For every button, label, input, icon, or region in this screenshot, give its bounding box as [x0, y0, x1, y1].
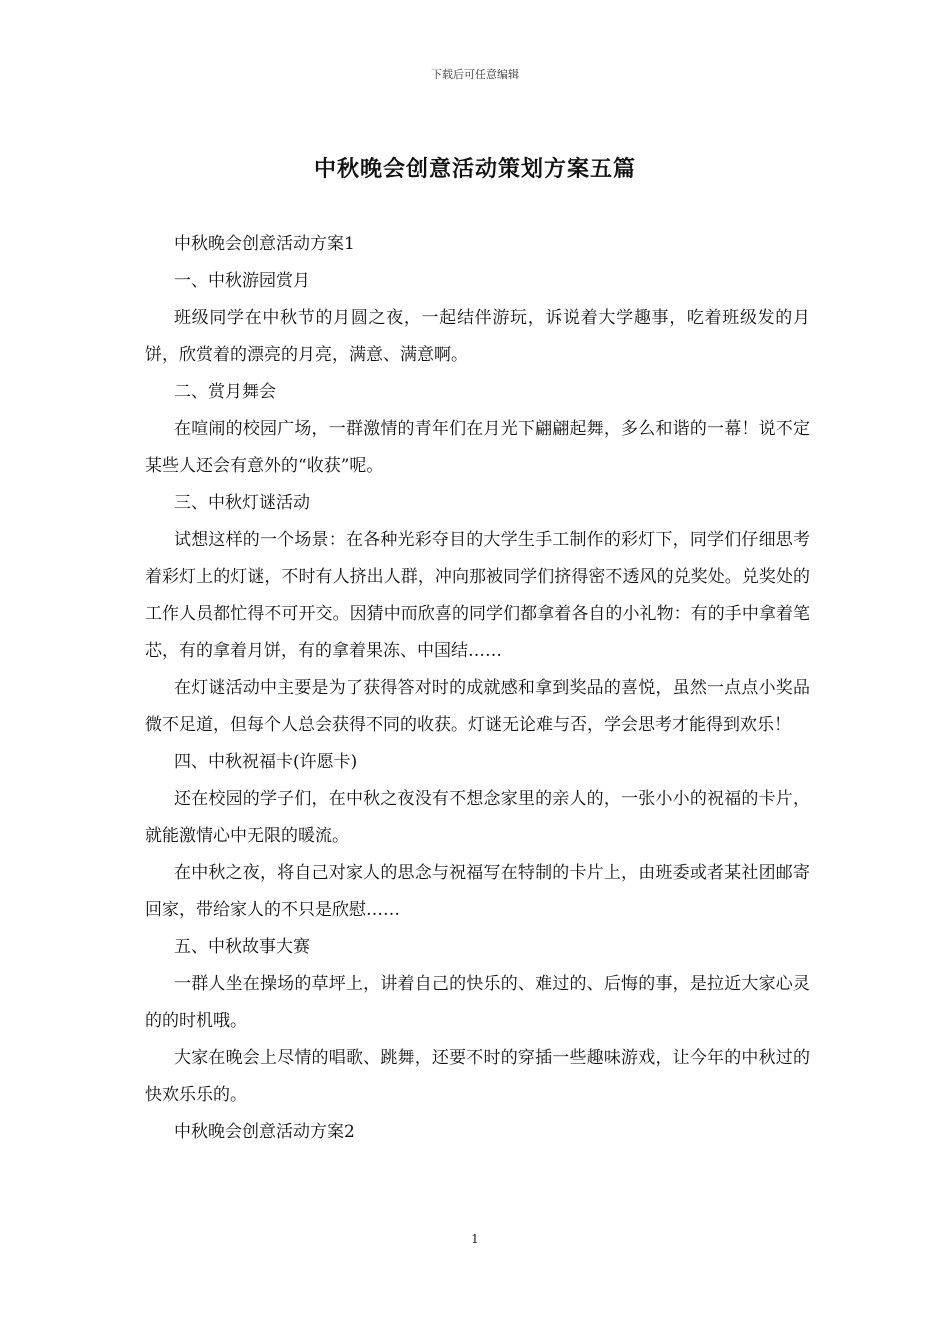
header-note: 下载后可任意编辑 — [431, 68, 519, 81]
plan-1-heading: 中秋晚会创意活动方案1 — [174, 234, 355, 254]
page-number: 1 — [471, 1232, 479, 1246]
paragraph: 班级同学在中秋节的月圆之夜，一起结伴游玩，诉说着大学趣事，吃着班级发的月饼，欣赏着的漂亮的月亮，满意、满意啊。 — [145, 308, 810, 365]
paragraph: 在中秋之夜，将自己对家人的思念与祝福写在特制的卡片上，由班委或者某社团邮寄回家，带给家人的不只是欣慰…… — [145, 863, 810, 920]
paragraph: 试想这样的一个场景：在各种光彩夺目的大学生手工制作的彩灯下，同学们仔细思考着彩灯上的灯谜，不时有人挤出人群，冲向那被同学们挤得密不透风的兑奖处。兑奖处的工作人员都忙得不可开交。因猜中而欣喜的同学们都拿着各自的小礼物：有的手中拿着笔芯，有的拿着月饼，有的拿着果冻、中国结…… — [145, 530, 810, 661]
paragraph: 在喧闹的校园广场，一群激情的青年们在月光下翩翩起舞，多么和谐的一幕！说不定某些人还会有意外的“收获”呢。 — [145, 419, 810, 476]
document-title: 中秋晚会创意活动策划方案五篇 — [313, 156, 636, 182]
paragraph: 还在校园的学子们，在中秋之夜没有不想念家里的亲人的，一张小小的祝福的卡片，就能激情心中无限的暖流。 — [145, 789, 810, 846]
section-heading-3: 三、中秋灯谜活动 — [174, 493, 310, 513]
section-heading-4: 四、中秋祝福卡(许愿卡) — [174, 752, 358, 772]
section-heading-5: 五、中秋故事大赛 — [174, 937, 310, 957]
document-body — [145, 226, 810, 1151]
section-heading-2: 二、赏月舞会 — [174, 382, 276, 402]
paragraph: 一群人坐在操场的草坪上，讲着自己的快乐的、难过的、后悔的事，是拉近大家心灵的的时机哦。 — [145, 974, 810, 1031]
paragraph: 在灯谜活动中主要是为了获得答对时的成就感和拿到奖品的喜悦，虽然一点点小奖品微不足道，但每个人总会获得不同的收获。灯谜无论难与否，学会思考才能得到欢乐！ — [145, 678, 810, 735]
section-heading-1: 一、中秋游园赏月 — [174, 271, 310, 291]
plan-2-heading: 中秋晚会创意活动方案2 — [174, 1122, 355, 1142]
paragraph: 大家在晚会上尽情的唱歌、跳舞，还要不时的穿插一些趣味游戏，让今年的中秋过的快欢乐乐的。 — [145, 1048, 810, 1105]
